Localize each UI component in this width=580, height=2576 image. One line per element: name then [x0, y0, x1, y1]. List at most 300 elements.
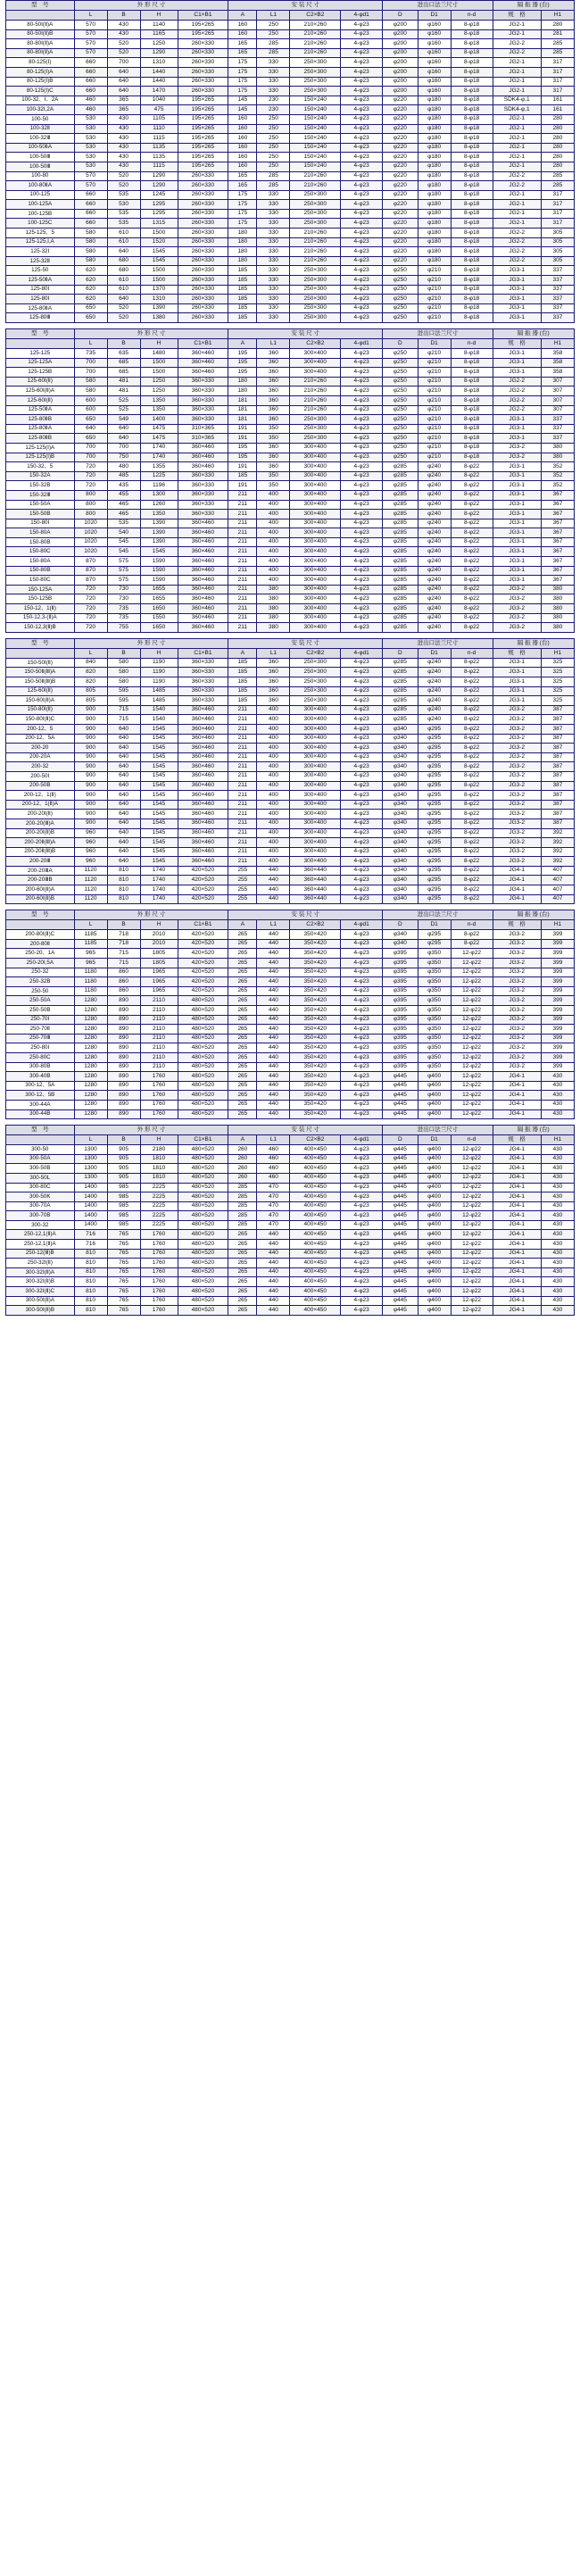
spec-table-2	[0, 328, 580, 638]
cell-C1×B1: 360×330	[178, 386, 228, 396]
cell-H1: 367	[541, 576, 574, 586]
cell-H1: 317	[541, 77, 574, 87]
table-row	[6, 1091, 575, 1101]
cell-H: 1485	[140, 686, 178, 696]
cell-H: 1740	[140, 443, 178, 453]
cell-规 格: JG4-1	[493, 1100, 541, 1109]
cell-4-φd1: 4-φ23	[341, 405, 383, 415]
cell-C2×B2: 300×400	[290, 443, 341, 453]
header-flange-dims: 进出口法兰尺寸	[383, 1, 493, 11]
cell-规 格: JG3-2	[493, 1043, 541, 1053]
cell-n-d: 12-φ22	[451, 1306, 493, 1316]
cell-D1: φ210	[418, 386, 451, 396]
cell-H1: 430	[541, 1081, 574, 1091]
cell-D1: φ295	[418, 734, 451, 744]
cell-model: 150-12,3(Ⅱ)B	[6, 623, 75, 633]
cell-规 格: JG4-1	[493, 1211, 541, 1221]
cell-C1×B1: 260×330	[178, 77, 228, 87]
cell-D: φ250	[383, 358, 418, 368]
cell-C2×B2: 350×420	[290, 1052, 341, 1062]
cell-H: 1250	[140, 377, 178, 386]
cell-H1: 317	[541, 87, 574, 96]
cell-L: 1400	[74, 1211, 107, 1221]
cell-规 格: JG3-2	[493, 810, 541, 819]
cell-H: 1545	[140, 547, 178, 557]
cell-model: 125-80ⅡA	[6, 424, 75, 434]
cell-C2×B2: 300×400	[290, 847, 341, 857]
cell-model: 125-50ⅡA	[6, 276, 75, 286]
cell-B: 985	[107, 1201, 140, 1211]
cell-H1: 399	[541, 930, 574, 940]
cell-B: 700	[107, 443, 140, 453]
cell-B: 730	[107, 585, 140, 594]
cell-规 格: JG2-2	[493, 386, 541, 396]
cell-H: 2110	[140, 996, 178, 1006]
cell-D1: φ400	[418, 1201, 451, 1211]
cell-规 格: JG3-2	[493, 585, 541, 594]
cell-4-φd1: 4-φ23	[341, 1154, 383, 1164]
cell-model: 200-60Ⅰ(Ⅱ)B	[6, 894, 75, 904]
cell-B: 540	[107, 528, 140, 538]
cell-4-φd1: 4-φ23	[341, 686, 383, 696]
cell-C2×B2: 210×260	[290, 39, 341, 49]
cell-model: 125-80ⅡA	[6, 303, 75, 313]
cell-D: φ285	[383, 696, 418, 706]
cell-D1: φ180	[418, 200, 451, 210]
cell-H1: 307	[541, 377, 574, 386]
cell-C2×B2: 400×450	[290, 1240, 341, 1250]
cell-H: 1390	[140, 537, 178, 547]
cell-A: 265	[228, 1249, 257, 1259]
cell-L1: 350	[257, 424, 290, 434]
table-row	[6, 715, 575, 725]
header-col-9: D	[383, 11, 418, 21]
cell-D1: φ210	[418, 415, 451, 425]
table-row	[6, 696, 575, 706]
cell-C2×B2: 400×450	[290, 1220, 341, 1230]
table-row	[6, 153, 575, 162]
cell-model: 200-20Ⅲ	[6, 857, 75, 867]
cell-H: 1500	[140, 229, 178, 238]
cell-B: 890	[107, 1091, 140, 1101]
cell-规 格: JG4-1	[493, 1081, 541, 1091]
cell-C2×B2: 400×450	[290, 1287, 341, 1297]
cell-D: φ340	[383, 819, 418, 828]
cell-L1: 440	[257, 885, 290, 895]
cell-D1: φ295	[418, 800, 451, 810]
cell-L1: 440	[257, 1249, 290, 1259]
cell-H1: 367	[541, 510, 574, 519]
cell-规 格: JG3-2	[493, 847, 541, 857]
cell-model: 150-80B	[6, 537, 75, 547]
cell-B: 465	[107, 510, 140, 519]
cell-B: 640	[107, 781, 140, 791]
cell-A: 175	[228, 87, 257, 96]
header-model: 型 号	[6, 638, 75, 648]
cell-B: 905	[107, 1154, 140, 1164]
cell-D: φ220	[383, 237, 418, 247]
cell-H: 1165	[140, 29, 178, 39]
cell-L1: 440	[257, 986, 290, 996]
cell-D: φ250	[383, 443, 418, 453]
cell-L1: 360	[257, 377, 290, 386]
cell-B: 640	[107, 857, 140, 867]
cell-D: φ445	[383, 1201, 418, 1211]
cell-D1: φ180	[418, 190, 451, 200]
cell-L: 1185	[74, 930, 107, 940]
cell-C2×B2: 250×300	[290, 285, 341, 295]
cell-H1: 430	[541, 1306, 574, 1316]
cell-A: 255	[228, 866, 257, 876]
cell-H1: 392	[541, 847, 574, 857]
cell-H1: 281	[541, 29, 574, 39]
cell-4-φd1: 4-φ23	[341, 219, 383, 229]
cell-D1: φ210	[418, 313, 451, 323]
cell-A: 211	[228, 557, 257, 567]
cell-L: 810	[74, 1249, 107, 1259]
cell-L: 720	[74, 585, 107, 594]
cell-C2×B2: 210×260	[290, 405, 341, 415]
cell-n-d: 8-φ22	[451, 519, 493, 528]
cell-H: 1805	[140, 949, 178, 959]
cell-C2×B2: 400×450	[290, 1192, 341, 1202]
cell-model: 125-125(Ⅰ)A	[6, 443, 75, 453]
cell-C1×B1: 360×460	[178, 349, 228, 359]
cell-H1: 430	[541, 1201, 574, 1211]
cell-D: φ200	[383, 58, 418, 68]
cell-B: 430	[107, 153, 140, 162]
cell-L: 1280	[74, 1062, 107, 1072]
cell-n-d: 8-φ18	[451, 405, 493, 415]
cell-4-φd1: 4-φ23	[341, 828, 383, 838]
table-row	[6, 762, 575, 772]
cell-A: 185	[228, 696, 257, 706]
cell-C2×B2: 400×450	[290, 1173, 341, 1183]
cell-model: 125-125B	[6, 368, 75, 378]
cell-L: 820	[74, 668, 107, 677]
cell-n-d: 8-φ22	[451, 677, 493, 687]
cell-4-φd1: 4-φ23	[341, 566, 383, 576]
cell-D: φ200	[383, 21, 418, 30]
cell-规 格: JG3-2	[493, 828, 541, 838]
cell-B: 640	[107, 424, 140, 434]
cell-H: 1760	[140, 1296, 178, 1306]
cell-D1: φ350	[418, 1034, 451, 1043]
cell-规 格: JG3-1	[493, 490, 541, 500]
cell-L1: 440	[257, 977, 290, 987]
cell-H: 1760	[140, 1081, 178, 1091]
cell-n-d: 8-φ22	[451, 537, 493, 547]
cell-B: 610	[107, 285, 140, 295]
cell-C2×B2: 300×400	[290, 604, 341, 614]
cell-model: 300-70B	[6, 1211, 75, 1221]
cell-D1: φ400	[418, 1211, 451, 1221]
cell-D: φ220	[383, 229, 418, 238]
cell-C2×B2: 210×260	[290, 256, 341, 266]
cell-D: φ340	[383, 724, 418, 734]
cell-n-d: 8-φ22	[451, 668, 493, 677]
cell-B: 680	[107, 256, 140, 266]
cell-4-φd1: 4-φ23	[341, 481, 383, 491]
cell-A: 160	[228, 124, 257, 134]
cell-4-φd1: 4-φ23	[341, 415, 383, 425]
cell-规 格: JG3-2	[493, 762, 541, 772]
cell-规 格: JG4-1	[493, 1220, 541, 1230]
cell-规 格: JG4-1	[493, 1240, 541, 1250]
cell-n-d: 8-φ22	[451, 481, 493, 491]
cell-L: 580	[74, 256, 107, 266]
cell-L: 805	[74, 696, 107, 706]
cell-D1: φ295	[418, 857, 451, 867]
cell-L1: 330	[257, 237, 290, 247]
cell-L: 580	[74, 247, 107, 257]
cell-H: 1520	[140, 237, 178, 247]
cell-A: 265	[228, 996, 257, 1006]
cell-model: 100-50	[6, 114, 75, 124]
cell-C1×B1: 195×265	[178, 124, 228, 134]
cell-H: 1475	[140, 434, 178, 444]
cell-C1×B1: 360×460	[178, 744, 228, 753]
cell-C2×B2: 300×400	[290, 481, 341, 491]
cell-4-φd1: 4-φ23	[341, 847, 383, 857]
cell-model: 150-80A	[6, 557, 75, 567]
table-row	[6, 885, 575, 895]
cell-H1: 367	[541, 547, 574, 557]
cell-H: 1245	[140, 190, 178, 200]
table-row	[6, 828, 575, 838]
cell-model: 125-125A	[6, 358, 75, 368]
cell-L1: 440	[257, 1267, 290, 1277]
header-model: 型 号	[6, 1126, 75, 1135]
cell-4-φd1: 4-φ23	[341, 510, 383, 519]
cell-L1: 440	[257, 959, 290, 968]
cell-L1: 380	[257, 594, 290, 604]
cell-H1: 387	[541, 715, 574, 725]
cell-L1: 440	[257, 1306, 290, 1316]
cell-n-d: 8-φ18	[451, 209, 493, 219]
cell-B: 765	[107, 1306, 140, 1316]
table-row	[6, 1100, 575, 1109]
table-row	[6, 510, 575, 519]
cell-4-φd1: 4-φ23	[341, 395, 383, 405]
cell-规 格: JG3-2	[493, 734, 541, 744]
cell-D1: φ240	[418, 471, 451, 481]
cell-D1: φ240	[418, 547, 451, 557]
cell-C1×B1: 420×520	[178, 894, 228, 904]
cell-C1×B1: 360×460	[178, 857, 228, 867]
cell-n-d: 12-φ22	[451, 1192, 493, 1202]
table-row	[6, 1220, 575, 1230]
cell-L1: 250	[257, 153, 290, 162]
cell-model: 150-80Ⅰ(Ⅱ)	[6, 705, 75, 715]
cell-model: 125-80Ⅰ	[6, 285, 75, 295]
cell-C2×B2: 210×260	[290, 237, 341, 247]
cell-D: φ250	[383, 415, 418, 425]
cell-L1: 440	[257, 1277, 290, 1287]
cell-L: 720	[74, 594, 107, 604]
cell-D: φ445	[383, 1277, 418, 1287]
cell-C2×B2: 150×240	[290, 105, 341, 115]
table-row	[6, 604, 575, 614]
cell-C2×B2: 300×400	[290, 762, 341, 772]
cell-A: 265	[228, 959, 257, 968]
cell-L: 660	[74, 219, 107, 229]
cell-C1×B1: 360×460	[178, 810, 228, 819]
cell-B: 735	[107, 613, 140, 623]
cell-规 格: JG3-1	[493, 471, 541, 481]
cell-规 格: JG3-2	[493, 838, 541, 848]
cell-D: φ445	[383, 1183, 418, 1192]
table-row	[6, 1052, 575, 1062]
table-row	[6, 1145, 575, 1155]
cell-L1: 360	[257, 443, 290, 453]
cell-n-d: 12-φ22	[451, 1296, 493, 1306]
cell-L: 530	[74, 134, 107, 144]
cell-B: 365	[107, 96, 140, 105]
cell-L: 1180	[74, 986, 107, 996]
header-col-1: L	[74, 648, 107, 658]
cell-L1: 400	[257, 566, 290, 576]
cell-model: 125-125,Ⅰ,A	[6, 237, 75, 247]
cell-L: 720	[74, 623, 107, 633]
cell-n-d: 8-φ22	[451, 566, 493, 576]
cell-L: 660	[74, 190, 107, 200]
cell-C2×B2: 350×420	[290, 1015, 341, 1025]
cell-D1: φ180	[418, 96, 451, 105]
cell-n-d: 8-φ18	[451, 368, 493, 378]
header-col-13: H1	[541, 339, 574, 349]
cell-L: 1300	[74, 1154, 107, 1164]
cell-L1: 330	[257, 77, 290, 87]
cell-n-d: 8-φ22	[451, 623, 493, 633]
cell-model: 250-80Ⅰ	[6, 1043, 75, 1053]
cell-B: 640	[107, 791, 140, 801]
table-row	[6, 537, 575, 547]
cell-4-φd1: 4-φ23	[341, 1025, 383, 1035]
cell-D: φ285	[383, 462, 418, 472]
cell-C2×B2: 300×400	[290, 510, 341, 519]
cell-C2×B2: 300×400	[290, 576, 341, 586]
cell-C1×B1: 360×460	[178, 724, 228, 734]
cell-H: 1760	[140, 1287, 178, 1297]
cell-A: 181	[228, 405, 257, 415]
cell-A: 265	[228, 1091, 257, 1101]
cell-H1: 280	[541, 153, 574, 162]
cell-L1: 400	[257, 519, 290, 528]
cell-H1: 399	[541, 1052, 574, 1062]
table-row	[6, 453, 575, 462]
cell-D1: φ210	[418, 358, 451, 368]
cell-C1×B1: 360×330	[178, 686, 228, 696]
cell-B: 481	[107, 377, 140, 386]
cell-规 格: JG2-1	[493, 219, 541, 229]
cell-L: 1120	[74, 876, 107, 885]
cell-B: 430	[107, 21, 140, 30]
cell-4-φd1: 4-φ23	[341, 77, 383, 87]
cell-4-φd1: 4-φ23	[341, 190, 383, 200]
cell-C1×B1: 260×330	[178, 171, 228, 181]
cell-model: 200-50B	[6, 781, 75, 791]
cell-D: φ220	[383, 143, 418, 153]
cell-H: 1370	[140, 285, 178, 295]
cell-D: φ395	[383, 986, 418, 996]
cell-规 格: JG2-2	[493, 39, 541, 49]
cell-H: 1545	[140, 771, 178, 781]
cell-D: φ340	[383, 894, 418, 904]
cell-B: 810	[107, 885, 140, 895]
cell-B: 640	[107, 247, 140, 257]
cell-C2×B2: 300×400	[290, 791, 341, 801]
cell-D: φ340	[383, 771, 418, 781]
cell-H1: 430	[541, 1220, 574, 1230]
cell-D: φ200	[383, 48, 418, 58]
cell-D: φ220	[383, 124, 418, 134]
table-row	[6, 313, 575, 323]
cell-model: 250-50B	[6, 1006, 75, 1016]
cell-D1: φ400	[418, 1154, 451, 1164]
cell-规 格: JG3-2	[493, 939, 541, 949]
cell-L1: 350	[257, 481, 290, 491]
cell-D1: φ180	[418, 247, 451, 257]
cell-L: 580	[74, 377, 107, 386]
cell-model: 250-32B	[6, 977, 75, 987]
cell-C1×B1: 360×460	[178, 547, 228, 557]
cell-规 格: JG4-1	[493, 894, 541, 904]
cell-D: φ285	[383, 677, 418, 687]
cell-L1: 440	[257, 1062, 290, 1072]
cell-H: 1760	[140, 1259, 178, 1268]
cell-B: 810	[107, 894, 140, 904]
table-row	[6, 1192, 575, 1202]
table-row	[6, 866, 575, 876]
cell-L1: 400	[257, 547, 290, 557]
cell-n-d: 8-φ18	[451, 276, 493, 286]
cell-规 格: JG4-1	[493, 1109, 541, 1119]
cell-C2×B2: 300×400	[290, 368, 341, 378]
cell-L: 900	[74, 819, 107, 828]
cell-n-d: 8-φ18	[451, 87, 493, 96]
cell-规 格: JG3-2	[493, 819, 541, 828]
cell-model: 150-32、5	[6, 462, 75, 472]
cell-n-d: 8-φ22	[451, 724, 493, 734]
cell-A: 160	[228, 143, 257, 153]
cell-n-d: 8-φ22	[451, 791, 493, 801]
cell-H1: 337	[541, 313, 574, 323]
cell-C1×B1: 480×520	[178, 1043, 228, 1053]
cell-B: 890	[107, 1052, 140, 1062]
cell-C1×B1: 260×330	[178, 58, 228, 68]
cell-model: 300-32	[6, 1220, 75, 1230]
cell-A: 181	[228, 395, 257, 405]
cell-D: φ395	[383, 1025, 418, 1035]
cell-n-d: 8-φ18	[451, 453, 493, 462]
cell-n-d: 12-φ22	[451, 1052, 493, 1062]
cell-4-φd1: 4-φ23	[341, 247, 383, 257]
cell-H: 1540	[140, 705, 178, 715]
cell-L1: 230	[257, 96, 290, 105]
cell-D1: φ400	[418, 1183, 451, 1192]
cell-H1: 161	[541, 96, 574, 105]
cell-D1: φ400	[418, 1081, 451, 1091]
table-row	[6, 415, 575, 425]
cell-规 格: JG2-2	[493, 181, 541, 191]
cell-H: 2110	[140, 1062, 178, 1072]
cell-L1: 440	[257, 1043, 290, 1053]
cell-D: φ220	[383, 96, 418, 105]
cell-C2×B2: 250×300	[290, 200, 341, 210]
cell-L: 1185	[74, 939, 107, 949]
cell-H1: 367	[541, 490, 574, 500]
